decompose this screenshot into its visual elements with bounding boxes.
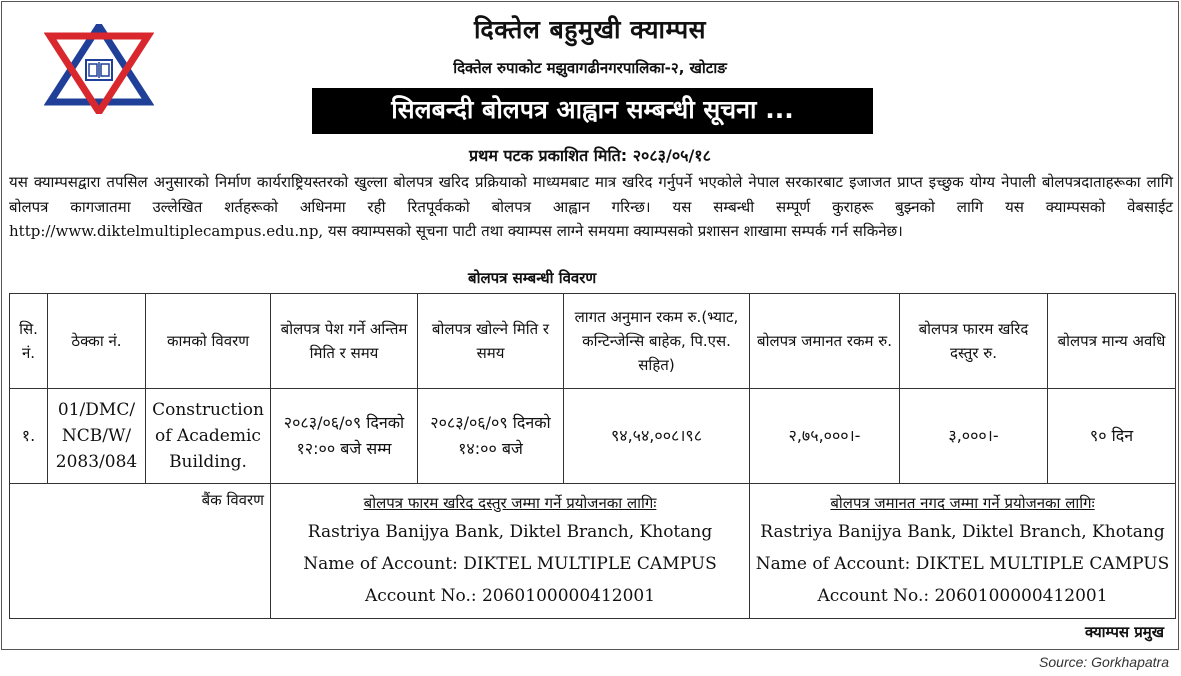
signatory: क्याम्पस प्रमुख bbox=[1084, 623, 1164, 641]
bank-left-cell bbox=[271, 484, 750, 619]
header-cost-estimate: लागत अनुमान रकम रु.(भ्याट, कन्टिन्जेन्सि बाहेक, पि.एस. सहित) bbox=[564, 294, 750, 389]
notice-paragraph bbox=[9, 170, 1173, 244]
bank-label: बैंक विवरण bbox=[201, 491, 264, 509]
cell-description: Construction of Academic Building. bbox=[146, 389, 271, 484]
bank-right-account-name: Name of Account: DIKTEL MULTIPLE CAMPUS bbox=[755, 554, 1170, 574]
header-opening-date: बोलपत्र खोल्ने मिति र समय bbox=[418, 294, 564, 389]
header-form-fee: बोलपत्र फारम खरिद दस्तुर रु. bbox=[900, 294, 1048, 389]
cell-opening-date: २०८३/०६/०९ दिनको १४:०० बजे bbox=[418, 389, 564, 484]
cell-form-fee: ३,०००।- bbox=[900, 389, 1048, 484]
paragraph-text-continued: यस क्याम्पसको सूचना पाटी तथा क्याम्पस लाग्ने समयमा क्याम्पसको प्रशासन शाखामा सम्पर्क गर्न सकिनेछ। bbox=[327, 222, 903, 240]
bank-left-block bbox=[275, 490, 745, 612]
bank-left-account-name: Name of Account: DIKTEL MULTIPLE CAMPUS bbox=[303, 554, 717, 574]
bank-right-cell bbox=[750, 484, 1176, 619]
bank-left-heading: बोलपत्र फारम खरिद दस्तुर जम्मा गर्ने प्रयोजनका लागिः bbox=[363, 494, 657, 512]
bank-left-account-no: Account No.: 2060100000412001 bbox=[364, 586, 656, 606]
table-header-row bbox=[10, 294, 1176, 389]
cell-contract-no: 01/DMC/ NCB/W/ 2083/084 bbox=[48, 389, 146, 484]
header-bid-security: बोलपत्र जमानत रकम रु. bbox=[750, 294, 900, 389]
campus-address: दिक्तेल रुपाकोट मझुवागढीनगरपालिका-२, खोटाङ bbox=[453, 59, 727, 77]
bank-right-account-no: Account No.: 2060100000412001 bbox=[817, 586, 1108, 606]
website-link[interactable]: http://www.diktelmultiplecampus.edu.np, bbox=[9, 222, 324, 240]
cell-submission-deadline: २०८३/०६/०९ दिनको १२:०० बजे सम्म bbox=[271, 389, 418, 484]
publish-date: प्रथम पटक प्रकाशित मिति: २०८३/०५/१८ bbox=[469, 146, 711, 165]
details-heading: बोलपत्र सम्बन्धी विवरण bbox=[468, 269, 597, 287]
header-sn: सि. नं. bbox=[10, 294, 48, 389]
cell-validity: ९० दिन bbox=[1048, 389, 1176, 484]
bank-label-cell bbox=[10, 484, 271, 619]
bank-left-bank: Rastriya Banijya Bank, Diktel Branch, Khotang bbox=[307, 522, 713, 542]
cell-bid-security: २,७५,०००।- bbox=[750, 389, 900, 484]
source-credit: Source: Gorkhapatra bbox=[1039, 654, 1169, 670]
bank-right-heading: बोलपत्र जमानत नगद जम्मा गर्ने प्रयोजनका लागिः bbox=[830, 494, 1095, 512]
header-submission-deadline: बोलपत्र पेश गर्ने अन्तिम मिति र समय bbox=[271, 294, 418, 389]
bank-right-bank: Rastriya Banijya Bank, Diktel Branch, Khotang bbox=[760, 522, 1165, 542]
bank-right-block bbox=[754, 490, 1171, 612]
notice-document bbox=[1, 1, 1179, 650]
header-contract-no: ठेक्का नं. bbox=[48, 294, 146, 389]
header-description: कामको विवरण bbox=[146, 294, 271, 389]
paragraph-text: यस क्याम्पसद्वारा तपसिल अनुसारको निर्माण कार्यराष्ट्रियस्तरको खुल्ला बोलपत्र खरिद प्रक्रियाको माध्यमबाट मात्र खरिद गर्नुपर्ने भएकोले नेपाल सरकारबाट इजाजत प्राप्त इच्छुक योग्य नेपाली बोलपत्रदाताहरूका लागि बोलपत्र कागजातमा उल्लेखित शर्तहरूको अधिनमा रही रितपूर्वकको बोलपत्र आह्वान गरिन्छ। यस सम्बन्धी सम्पूर्ण कुराहरू बुझ्नको लागि यस क्याम्पसको वेबसाईट bbox=[9, 173, 1173, 216]
campus-name: दिक्तेल बहुमुखी क्याम्पस bbox=[473, 15, 707, 44]
notice-title: सिलबन्दी बोलपत्र आह्वान सम्बन्धी सूचना ... bbox=[312, 88, 873, 134]
bank-row bbox=[10, 484, 1176, 619]
tender-table bbox=[9, 293, 1176, 619]
cell-sn: १. bbox=[10, 389, 48, 484]
table-row bbox=[10, 389, 1176, 484]
cell-cost-estimate: ९४,५४,००८।९८ bbox=[564, 389, 750, 484]
header-validity: बोलपत्र मान्य अवधि bbox=[1048, 294, 1176, 389]
